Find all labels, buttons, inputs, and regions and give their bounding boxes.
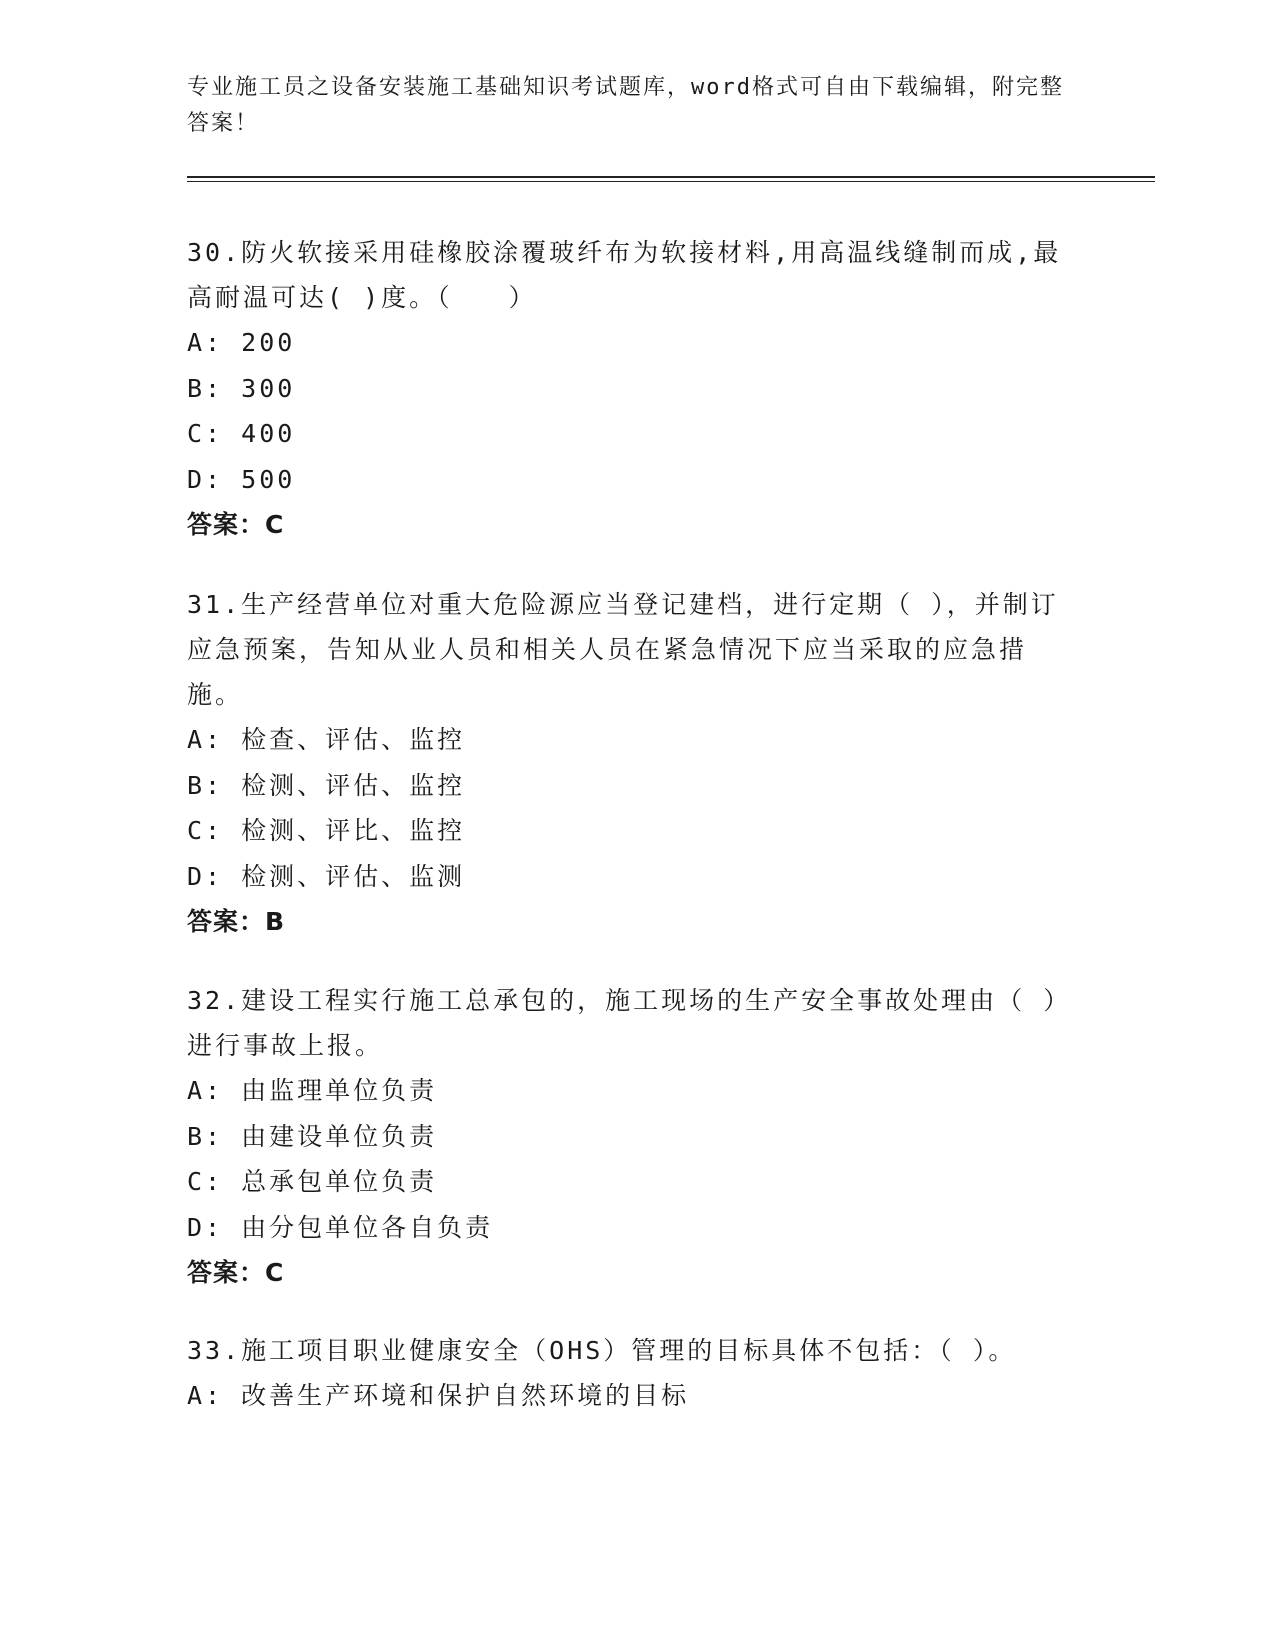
option-a: A: 200 — [187, 328, 296, 357]
question-stem: 32.建设工程实行施工总承包的，施工现场的生产安全事故处理由（ ）进行事故上报。 — [187, 986, 1059, 1060]
option-a: A: 检查、评估、监控 — [187, 725, 466, 754]
question-stem: 31.生产经营单位对重大危险源应当登记建档，进行定期（ ），并制订应急预案，告知从业人员和相关人员在紧急情况下应当采取的应急措施。 — [187, 590, 1059, 709]
question-32 — [187, 978, 1067, 1296]
question-30 — [187, 230, 1067, 548]
option-c: C: 检测、评比、监控 — [187, 816, 466, 845]
option-a: A: 由监理单位负责 — [187, 1076, 438, 1105]
answer: 答案：B — [187, 907, 286, 936]
option-a: A: 改善生产环境和保护自然环境的目标 — [187, 1381, 690, 1410]
header-divider-top — [187, 176, 1155, 178]
header-divider-bottom — [187, 181, 1155, 182]
answer: 答案：C — [187, 1258, 285, 1287]
option-c: C: 400 — [187, 419, 296, 448]
option-b: B: 300 — [187, 373, 296, 403]
question-stem: 33.施工项目职业健康安全（OHS）管理的目标具体不包括：（ ）。 — [187, 1336, 1017, 1365]
option-d: D: 500 — [187, 464, 296, 494]
option-c: C: 总承包单位负责 — [187, 1167, 438, 1196]
option-d: D: 由分包单位各自负责 — [187, 1212, 494, 1242]
answer: 答案：C — [187, 510, 285, 539]
option-b: B: 由建设单位负责 — [187, 1121, 438, 1151]
question-stem: 30.防火软接采用硅橡胶涂覆玻纤布为软接材料,用高温线缝制而成,最高耐温可达( )度。（ ） — [187, 238, 1062, 312]
document-header: 专业施工员之设备安装施工基础知识考试题库，word格式可自由下载编辑，附完整答案！ — [187, 75, 1064, 136]
option-d: D: 检测、评估、监测 — [187, 861, 466, 891]
option-b: B: 检测、评估、监控 — [187, 770, 466, 800]
question-31 — [187, 582, 1067, 945]
question-33 — [187, 1328, 1067, 1419]
